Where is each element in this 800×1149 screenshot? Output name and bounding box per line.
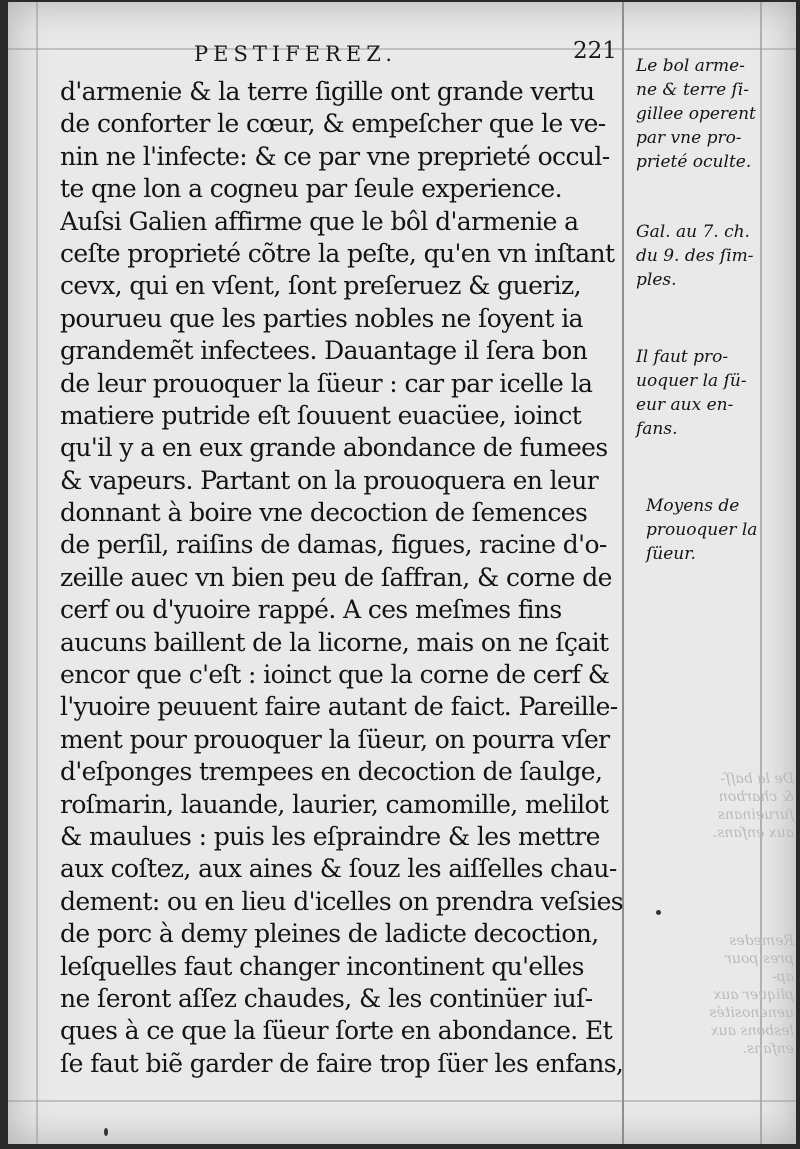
margin-note-line: gillee operent xyxy=(636,104,756,124)
margin-note-line: Il faut pro- xyxy=(636,347,729,367)
book-page xyxy=(8,2,796,1144)
text-line: Auſsi Galien affirme que le bôl d'armenie a xyxy=(60,206,579,236)
bleed-line: lesbons aux xyxy=(710,1023,794,1039)
ink-speck xyxy=(104,1128,108,1136)
text-line: grandemẽt infectees. Dauantage il ſera bon xyxy=(60,336,588,366)
text-line: roſmarin, lauande, laurier, camomille, melilot xyxy=(60,789,609,819)
page-number: 221 xyxy=(573,38,617,64)
ink-speck xyxy=(656,910,661,915)
margin-note-line: Le bol arme- xyxy=(636,56,745,76)
margin-note-line: ſüeur. xyxy=(646,544,696,564)
left-margin-rule xyxy=(36,2,38,1144)
margin-note-line: du 9. des ſim- xyxy=(636,246,754,266)
text-line: d'eſponges trempees en decoction de ſaulge, xyxy=(60,757,603,787)
text-line: ceſte proprieté cõtre la peſte, qu'en vn inſtant xyxy=(60,238,615,268)
top-rule xyxy=(8,48,796,50)
running-title: PESTIFEREZ. xyxy=(194,42,398,66)
bleed-line: & charbon xyxy=(718,789,794,805)
bottom-rule xyxy=(8,1100,796,1102)
margin-note-galien xyxy=(636,220,776,292)
bleed-line: uenenosités xyxy=(709,1005,794,1021)
margin-note-line: Moyens de xyxy=(646,496,740,516)
text-line: d'armenie & la terre ſigille ont grande vertu xyxy=(60,77,595,106)
text-line: matiere putride eſt ſouuent euacüee, ioinct xyxy=(60,400,582,430)
text-line: nin ne l'infecte: & ce par vne preprieté occul- xyxy=(60,141,610,171)
text-line: aux coſtez, aux aines & ſouz les aiſſelles chau- xyxy=(60,854,617,884)
text-line: de conforter le cœur, & empeſcher que le ve- xyxy=(60,109,606,139)
margin-note-line: eur aux en- xyxy=(636,395,734,415)
bleed-line: pliquer aux xyxy=(713,987,794,1003)
margin-note-line: Gal. au 7. ch. xyxy=(636,222,750,242)
margin-note-sueur xyxy=(636,345,776,441)
text-line: ſe faut biẽ garder de faire trop ſüer les enfans, xyxy=(60,1048,624,1078)
text-line: l'yuoire peuuent faire autant de faict. Pareille- xyxy=(60,692,618,722)
body-text xyxy=(60,76,632,1080)
text-line: ne ſeront aſſez chaudes, & les continüer iuſ- xyxy=(60,983,593,1013)
text-line: qu'il y a en eux grande abondance de fumees xyxy=(60,433,608,463)
bleed-through-note xyxy=(706,932,794,1058)
bleed-line: enfans. xyxy=(742,1041,794,1057)
bleed-line: aux enfans. xyxy=(712,825,794,841)
text-line: ment pour prouoquer la ſüeur, on pourra vſer xyxy=(60,724,610,754)
text-line: & vapeurs. Partant on la prouoquera en leur xyxy=(60,465,599,495)
text-line: te qne lon a cogneu par ſeule experience. xyxy=(60,174,562,204)
text-line: de leur prouoquer la ſüeur : car par icelle la xyxy=(60,368,593,398)
bleed-line: ſurueinans xyxy=(717,807,794,823)
text-line: zeille auec vn bien peu de ſaffran, & corne de xyxy=(60,562,612,592)
text-line: cevx, qui en vſent, ſont preſeruez & gueriz, xyxy=(60,271,581,301)
text-line: donnant à boire vne decoction de ſemences xyxy=(60,498,588,528)
text-line: pourueu que les parties nobles ne ſoyent ia xyxy=(60,303,583,333)
text-line: & maulues : puis les eſpraindre & les mettre xyxy=(60,821,600,851)
margin-note-line: par vne pro- xyxy=(636,128,742,148)
bleed-line: pres pour ap- xyxy=(725,951,794,985)
margin-note-moyens xyxy=(636,494,786,566)
text-line: leſquelles faut changer incontinent qu'elles xyxy=(60,951,584,981)
text-line: encor que c'eſt : ioinct que la corne de cerf & xyxy=(60,660,610,690)
margin-note-bol-armene xyxy=(636,54,776,174)
margin-note-line: uoquer la ſü- xyxy=(636,371,747,391)
text-line: de porc à demy pleines de ladicte decoction, xyxy=(60,919,599,949)
margin-note-line: prieté oculte. xyxy=(636,152,752,172)
margin-note-line: ples. xyxy=(636,270,677,290)
text-line: cerf ou d'yuoire rappé. A ces meſmes fins xyxy=(60,595,562,625)
bleed-through-note xyxy=(706,770,794,842)
text-line: aucuns baillent de la licorne, mais on ne ſçait xyxy=(60,627,609,657)
bleed-line: Remedes xyxy=(729,933,794,949)
margin-note-line: fans. xyxy=(636,419,678,439)
text-line: ques à ce que la ſüeur ſorte en abondance. Et xyxy=(60,1016,613,1046)
margin-note-line: ne & terre ſi- xyxy=(636,80,750,100)
bleed-line: De la baſſ- xyxy=(720,771,794,787)
margin-note-line: prouoquer la xyxy=(646,520,758,540)
text-line: de perſil, raiſins de damas, figues, racine d'o- xyxy=(60,530,607,560)
text-line: dement: ou en lieu d'icelles on prendra veſsies xyxy=(60,886,623,916)
